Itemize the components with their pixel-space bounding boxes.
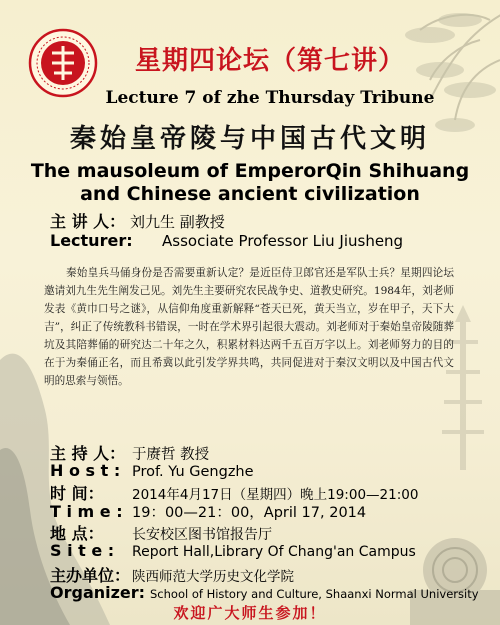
welcome-message: 欢迎广大师生参加！	[173, 604, 327, 622]
time-value-cn: 2014年4月17日（星期四）晚上19:00—21:00	[132, 487, 419, 503]
lecture-title-cn: 星期四论坛（第七讲）	[134, 46, 405, 76]
place-row-en	[50, 541, 416, 560]
place-value-en: Report Hall,Library Of Chang'an Campus	[132, 544, 416, 560]
subject-title-en: The mausoleum of EmperorQin Shihuang and Chinese ancient civilization	[30, 160, 470, 205]
speaker-row-cn	[50, 209, 225, 232]
host-row-en	[50, 461, 254, 480]
organizer-value-en: School of History and Culture, Shaanxi Normal University	[150, 587, 479, 601]
subject-title-cn: 秦始皇帝陵与中国古代文明	[69, 124, 430, 154]
organizer-label-en: Organizer:	[50, 583, 146, 602]
time-label-en: T i m e :	[50, 502, 123, 521]
host-label-cn: 主 持 人：	[50, 444, 126, 463]
organizer-row-en	[50, 583, 479, 602]
place-value-cn: 长安校区图书馆报告厅	[132, 527, 272, 543]
place-label-cn: 地 点：	[50, 524, 104, 543]
time-label-cn: 时 间：	[50, 484, 104, 503]
time-row-en	[50, 501, 366, 522]
speaker-label-en: Lecturer:	[50, 231, 133, 250]
host-label-en: H o s t :	[50, 461, 121, 480]
abstract-text: 秦始皇兵马俑身份是否需要重新认定？是近臣侍卫郎官还是军队士兵？星期四论坛邀请刘九生先生阐发己见。刘先生主要研究农民战争史、道教史研究。1984年，刘老师发表《黄巾口号之谜》，从信仰角度重新解释“苍天已死，黄天当立，岁在甲子，天下大吉”，纠正了传统教科书错误，一时在学术界引起很大震动。刘老师对于秦始皇帝陵随葬坑及其陪葬俑的研究达二十年之久，积累材料达两千五百万字以上。刘老师努力的目的在于为秦俑正名，而且希冀以此引发学界共鸣，共同促进对于秦汉文明以及中国古代文明的思索与领悟。	[44, 266, 454, 387]
time-value-en: 19：00—21：00，April 17, 2014	[132, 505, 367, 521]
speaker-value-cn: 刘九生 副教授	[130, 213, 225, 231]
organizer-label-cn: 主办单位：	[50, 566, 131, 585]
speaker-label-cn: 主 讲 人：	[50, 212, 126, 231]
place-label-en: S i t e :	[50, 541, 115, 560]
host-value-en: Prof. Yu Gengzhe	[132, 464, 254, 480]
speaker-row-en	[50, 231, 403, 250]
host-value-cn: 于赓哲 教授	[132, 447, 210, 463]
organizer-value-cn: 陕西师范大学历史文化学院	[132, 569, 294, 585]
speaker-value-en: Associate Professor Liu Jiusheng	[162, 232, 404, 250]
lecture-title-en: Lecture 7 of zhe Thursday Tribune	[105, 88, 435, 108]
